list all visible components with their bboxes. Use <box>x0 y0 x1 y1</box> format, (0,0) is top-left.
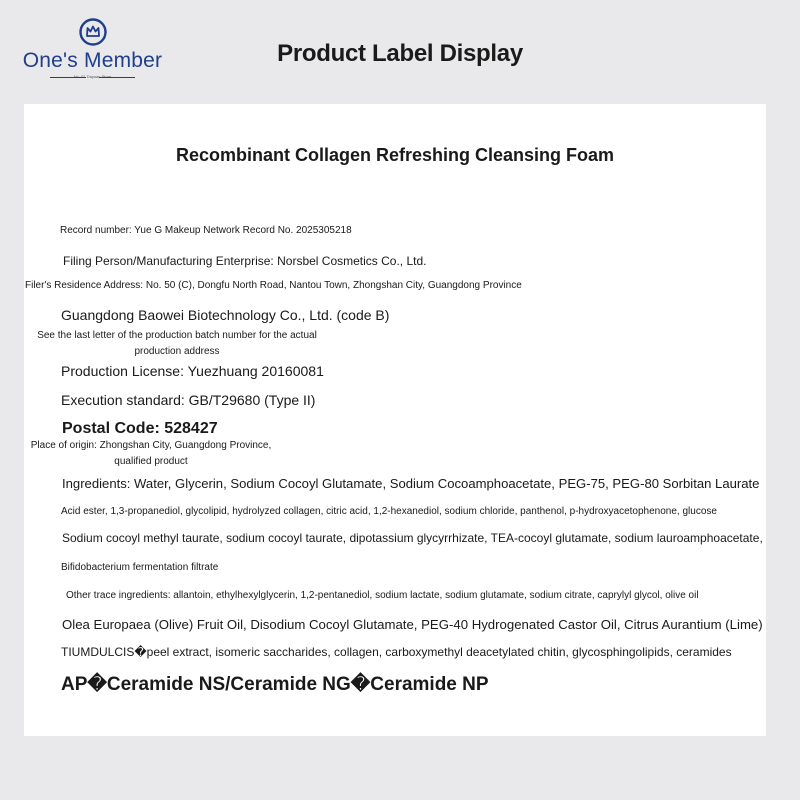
record-number: Record number: Yue G Makeup Network Record No. 2025305218 <box>60 225 352 236</box>
batch-note: See the last letter of the production batch number for the actual production address <box>37 330 317 357</box>
ingredients-line: Sodium cocoyl methyl taurate, sodium cocoyl taurate, dipotassium glycyrrhizate, TEA-cocoyl glutamate, sodium lauroamphoacetate, <box>62 531 763 545</box>
product-name: Recombinant Collagen Refreshing Cleansing Foam <box>175 145 615 165</box>
brand-subtitle: No. 01 Dayuan Store <box>20 74 165 79</box>
ingredients-line: Bifidobacterium fermentation filtrate <box>61 562 219 573</box>
ingredients-line: Olea Europaea (Olive) Fruit Oil, Disodium Cocoyl Glutamate, PEG-40 Hydrogenated Castor Oil, Citrus Aurantium (Lime) <box>62 617 763 632</box>
place-of-origin: Place of origin: Zhongshan City, Guangdong Province, qualified product <box>30 440 272 467</box>
ingredients-line: TIUMDULCIS�peel extract, isomeric saccharides, collagen, carboxymethyl deacetylated chitin, glycosphingolipids, ceramides <box>61 645 732 659</box>
page-title: Product Label Display <box>277 40 523 67</box>
ingredients-line: Other trace ingredients: allantoin, ethylhexylglycerin, 1,2-pentanediol, sodium lactate, sodium glutamate, sodium citrate, caprylyl glycol, olive oil <box>66 590 699 601</box>
ingredients-line: Acid ester, 1,3-propanediol, glycolipid, hydrolyzed collagen, citric acid, 1,2-hexanediol, sodium chloride, panthenol, p-hydroxyacetophenone, glucose <box>61 506 717 517</box>
brand-name: One's Member <box>22 49 163 72</box>
filer-address: Filer's Residence Address: No. 50 (C), Dongfu North Road, Nantou Town, Zhongshan City, Guangdong Province <box>25 280 522 291</box>
ingredients-line: AP�Ceramide NS/Ceramide NG�Ceramide NP <box>61 674 489 695</box>
product-label-card <box>24 104 766 736</box>
production-license: Production License: Yuezhuang 20160081 <box>61 363 324 379</box>
header <box>0 0 800 100</box>
filing-person: Filing Person/Manufacturing Enterprise: Norsbel Cosmetics Co., Ltd. <box>63 254 427 268</box>
execution-standard: Execution standard: GB/T29680 (Type II) <box>61 392 316 408</box>
postal-code: Postal Code: 528427 <box>62 420 218 437</box>
ingredients-line: Ingredients: Water, Glycerin, Sodium Cocoyl Glutamate, Sodium Cocoamphoacetate, PEG-75, PEG-80 Sorbitan Laurate <box>62 476 760 491</box>
company-b: Guangdong Baowei Biotechnology Co., Ltd. (code B) <box>61 307 390 323</box>
